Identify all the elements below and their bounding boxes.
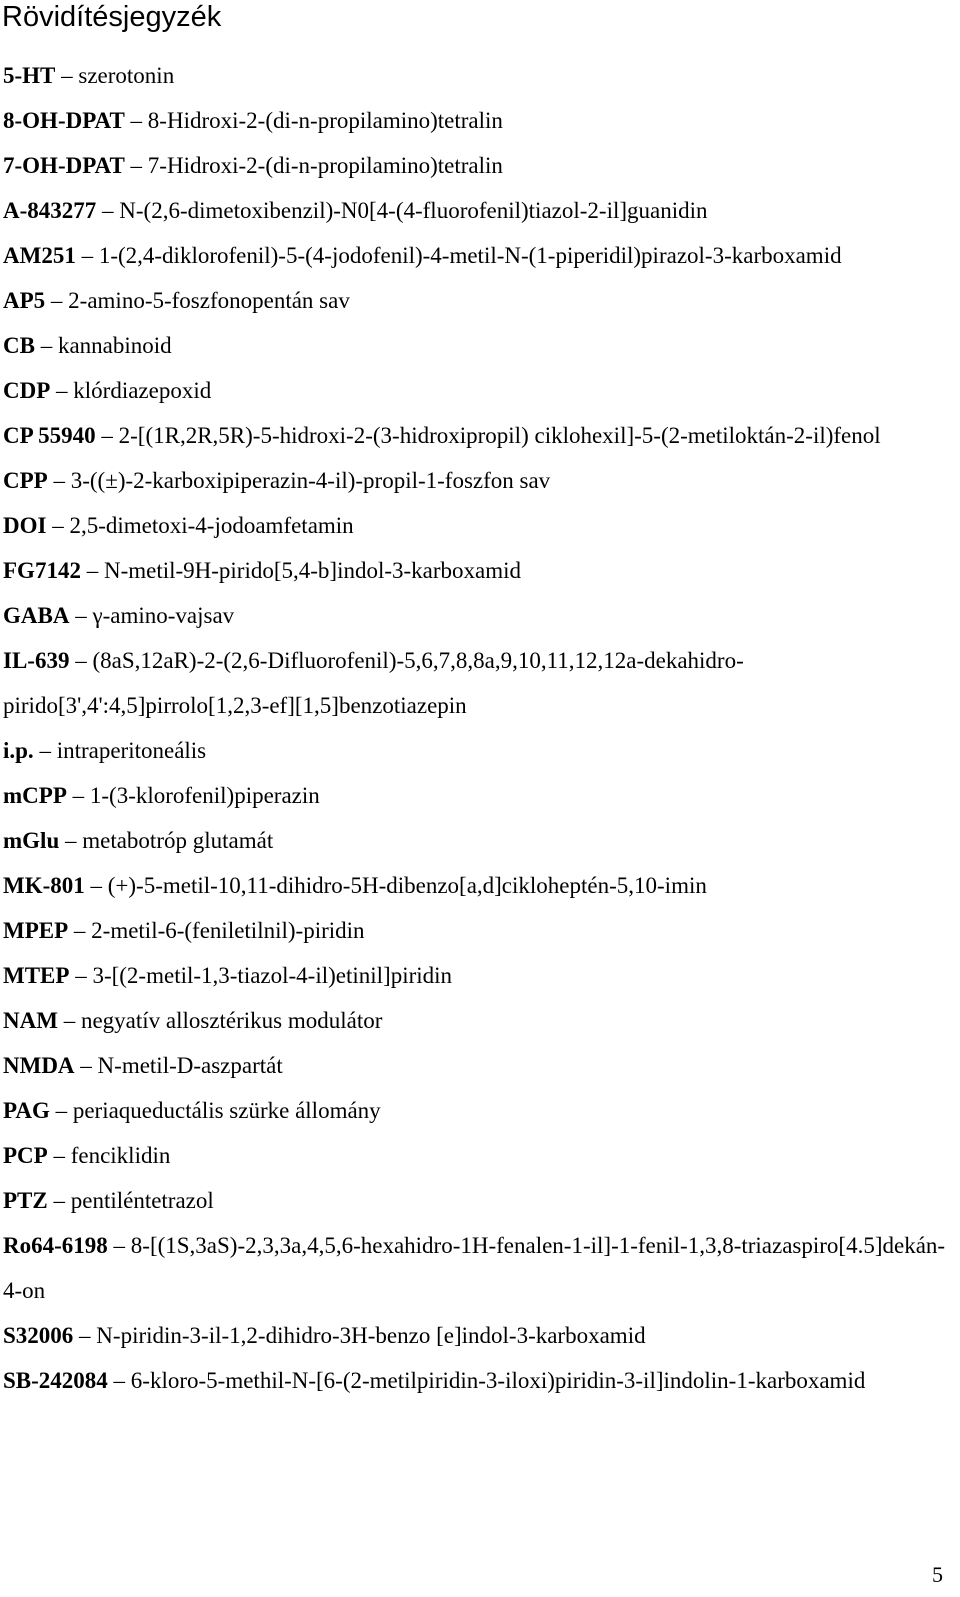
abbreviation-term: CDP (3, 378, 51, 403)
abbreviation-definition: 2-metil-6-(feniletilnil)-piridin (91, 918, 365, 943)
separator-dash: – (80, 1053, 92, 1078)
abbreviation-definition: N-metil-9H-pirido[5,4-b]indol-3-karboxamid (103, 558, 522, 583)
abbreviation-term: AM251 (3, 243, 76, 268)
abbreviation-term: PAG (3, 1098, 50, 1123)
abbreviation-list (3, 53, 953, 1403)
abbreviation-definition: (+)-5-metil-10,11-dihidro-5H-dibenzo[a,d]cikloheptén-5,10-imin (107, 873, 707, 898)
abbreviation-entry (3, 728, 953, 773)
abbreviation-definition: 6-kloro-5-methil-N-[6-(2-metilpiridin-3-iloxi)piridin-3-il]indolin-1-karboxamid (130, 1368, 866, 1393)
separator-dash: – (53, 468, 65, 493)
separator-dash: – (63, 1008, 76, 1033)
separator-dash: – (64, 828, 77, 853)
abbreviation-term: CPP (3, 468, 48, 493)
separator-dash: – (130, 108, 143, 133)
abbreviation-term: MK-801 (3, 873, 85, 898)
abbreviation-term: DOI (3, 513, 47, 538)
abbreviation-definition: 7-Hidroxi-2-(di-n-propilamino)tetralin (147, 153, 503, 178)
abbreviation-term: AP5 (3, 288, 46, 313)
separator-dash: – (39, 738, 51, 763)
abbreviation-term: CP 55940 (3, 423, 96, 448)
abbreviation-definition: klórdiazepoxid (73, 378, 212, 403)
abbreviation-definition: 2,5-dimetoxi-4-jodoamfetamin (69, 513, 354, 538)
abbreviation-entry (3, 593, 953, 638)
abbreviation-entry (3, 323, 953, 368)
abbreviation-entry (3, 1043, 953, 1088)
abbreviation-entry (3, 998, 953, 1043)
abbreviation-definition: negyatív allosztérikus modulátor (80, 1008, 383, 1033)
abbreviation-definition: 2-[(1R,2R,5R)-5-hidroxi-2-(3-hidroxipropil) ciklohexil]-5-(2-metiloktán-2-il)fenol (118, 423, 881, 448)
abbreviation-entry (3, 818, 953, 863)
separator-dash: – (72, 783, 85, 808)
abbreviation-entry (3, 1313, 953, 1358)
abbreviation-definition: 1-(2,4-diklorofenil)-5-(4-jodofenil)-4-metil-N-(1-piperidil)pirazol-3-karboxamid (98, 243, 842, 268)
abbreviation-entry (3, 1133, 953, 1178)
abbreviation-entry (3, 1358, 953, 1403)
abbreviation-term: A-843277 (3, 198, 97, 223)
abbreviation-entry (3, 953, 953, 998)
abbreviation-entry (3, 638, 953, 728)
abbreviation-entry (3, 278, 953, 323)
abbreviation-definition: 2-amino-5-foszfonopentán sav (68, 288, 350, 313)
separator-dash: – (130, 153, 143, 178)
abbreviation-entry (3, 143, 953, 188)
abbreviation-entry (3, 908, 953, 953)
abbreviation-definition: pentiléntetrazol (70, 1188, 214, 1213)
abbreviation-definition: 3-((±)-2-karboxipiperazin-4-il)-propil-1-foszfon sav (70, 468, 551, 493)
abbreviation-entry (3, 188, 953, 233)
separator-dash: – (86, 558, 99, 583)
abbreviation-term: S32006 (3, 1323, 74, 1348)
abbreviation-entry (3, 413, 953, 458)
separator-dash: – (61, 63, 73, 88)
abbreviation-definition: 8-Hidroxi-2-(di-n-propilamino)tetralin (147, 108, 503, 133)
abbreviation-term: 7-OH-DPAT (3, 153, 125, 178)
separator-dash: – (101, 423, 113, 448)
separator-dash: – (90, 873, 103, 898)
abbreviation-entry (3, 548, 953, 593)
separator-dash: – (56, 378, 68, 403)
abbreviation-entry (3, 1223, 953, 1313)
abbreviation-definition: kannabinoid (57, 333, 172, 358)
page-title: Rövidítésjegyzék (2, 1, 222, 33)
abbreviation-entry (3, 233, 953, 278)
abbreviation-definition: szerotonin (78, 63, 175, 88)
abbreviation-definition: intraperitoneális (56, 738, 207, 763)
abbreviation-term: PCP (3, 1143, 48, 1168)
abbreviation-term: 5-HT (3, 63, 56, 88)
separator-dash: – (113, 1233, 126, 1258)
abbreviation-term: NAM (3, 1008, 58, 1033)
abbreviation-term: IL-639 (3, 648, 70, 673)
separator-dash: – (75, 603, 87, 628)
separator-dash: – (113, 1368, 126, 1393)
abbreviation-entry (3, 773, 953, 818)
abbreviation-term: MTEP (3, 963, 70, 988)
abbreviation-entry (3, 53, 953, 98)
abbreviation-definition: periaqueductális szürke állomány (72, 1098, 381, 1123)
abbreviation-term: Ro64-6198 (3, 1233, 108, 1258)
abbreviation-definition: metabotróp glutamát (82, 828, 274, 853)
abbreviation-term: mGlu (3, 828, 60, 853)
separator-dash: – (102, 198, 114, 223)
separator-dash: – (81, 243, 94, 268)
abbreviation-definition: N-(2,6-dimetoxibenzil)-N0[4-(4-fluorofenil)tiazol-2-il]guanidin (119, 198, 708, 223)
separator-dash: – (79, 1323, 91, 1348)
abbreviation-definition: fenciklidin (70, 1143, 171, 1168)
page-number: 5 (932, 1562, 943, 1587)
abbreviation-term: SB-242084 (3, 1368, 108, 1393)
abbreviation-term: FG7142 (3, 558, 81, 583)
separator-dash: – (40, 333, 53, 358)
separator-dash: – (53, 1188, 65, 1213)
abbreviation-definition: (8aS,12aR)-2-(2,6-Difluorofenil)-5,6,7,8,8a,9,10,11,12,12a-dekahidro-pirido[3',4':4,5]pirrolo[1,2,3-ef][1,5]benzotiazepin (3, 648, 744, 718)
separator-dash: – (73, 918, 86, 943)
abbreviation-definition: 1-(3-klorofenil)piperazin (89, 783, 320, 808)
abbreviation-definition: 3-[(2-metil-1,3-tiazol-4-il)etinil]piridin (92, 963, 453, 988)
separator-dash: – (75, 648, 87, 673)
separator-dash: – (75, 963, 87, 988)
separator-dash: – (50, 288, 63, 313)
abbreviation-entry (3, 458, 953, 503)
abbreviation-term: i.p. (3, 738, 34, 763)
abbreviation-term: CB (3, 333, 35, 358)
abbreviation-term: GABA (3, 603, 70, 628)
abbreviation-entry (3, 863, 953, 908)
separator-dash: – (53, 1143, 65, 1168)
abbreviation-definition: 8-[(1S,3aS)-2,3,3a,4,5,6-hexahidro-1H-fenalen-1-il]-1-fenil-1,3,8-triazaspiro[4.5]dekán-4-on (3, 1233, 946, 1303)
abbreviation-term: MPEP (3, 918, 69, 943)
separator-dash: – (52, 513, 64, 538)
abbreviation-entry (3, 1178, 953, 1223)
separator-dash: – (55, 1098, 68, 1123)
abbreviation-entry (3, 503, 953, 548)
abbreviation-term: 8-OH-DPAT (3, 108, 125, 133)
abbreviation-entry (3, 98, 953, 143)
abbreviation-definition: N-metil-D-aszpartát (97, 1053, 283, 1078)
abbreviation-entry (3, 368, 953, 413)
abbreviation-definition: γ-amino-vajsav (92, 603, 235, 628)
abbreviation-entry (3, 1088, 953, 1133)
abbreviation-term: NMDA (3, 1053, 75, 1078)
abbreviation-term: PTZ (3, 1188, 48, 1213)
abbreviation-definition: N-piridin-3-il-1,2-dihidro-3H-benzo [e]indol-3-karboxamid (96, 1323, 646, 1348)
abbreviation-term: mCPP (3, 783, 67, 808)
